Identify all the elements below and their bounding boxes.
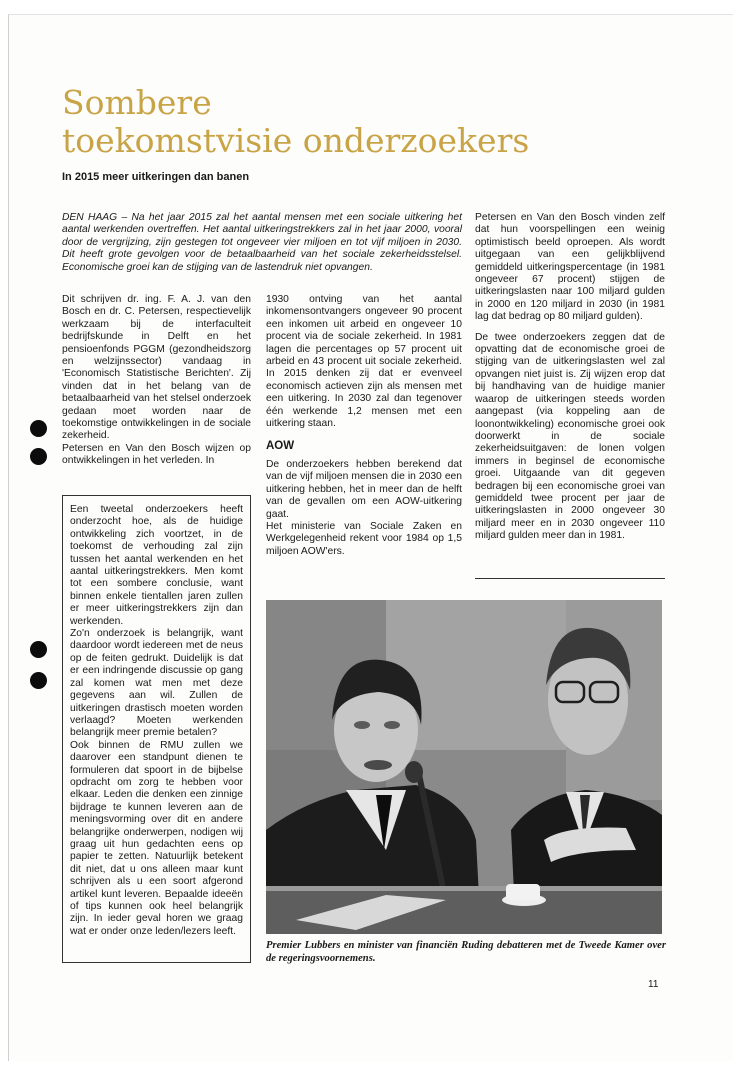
box-paragraph-1: Een tweetal onderzoekers heeft onderzocht hoe, als de huidige ontwikkeling zich voortzet, in de toekomst de verhouding zal zijn tussen het aantal werkenden en het aantal uitkeringstrekkers. Men komt tot een sombere conclusie, want binnen enkele tientallen jaren zullen er meer uitkeringstrekkers zijn dan werkenden. — [70, 504, 243, 627]
lead-text: – Na het jaar 2015 zal het aantal mensen met een sociale uitkering het aantal werkenden overtreffen. Het aantal uitkeringstrekkers zal in het jaar 2000, vooral door de vergrijzing, zijn gestegen tot ongeveer vier miljoen en tot vijf miljoen in 2030. Dit heeft grote gevolgen voor de betaalbaarheid van het sociale zekerheidsstelsel. Economische groei kan de stijging van de lastendruk niet opvangen. — [62, 212, 462, 273]
column-divider — [475, 578, 665, 579]
photo-caption: Premier Lubbers en minister van financiën Ruding debatteren met de Tweede Kamer over de regeringsvoornemens. — [266, 940, 666, 964]
page-number: 11 — [648, 979, 659, 990]
punch-hole — [30, 420, 47, 437]
dateline: DEN HAAG — [62, 212, 118, 223]
column-3-paragraph-2: De twee onderzoekers zeggen dat de opvatting dat de economische groei de stijging van de uitkeringslasten wel zal opvangen niet juist is. Zij wijzen erop dat bij handhaving van de huidige manier waarop de uitkeringen steeds worden aangepast (via koppeling aan de loonontwikkeling) economische groei ook doorwerkt in de sociale zekerheidsuitgaven: de lonen volgen immers in beginsel de economische groei. Uitgaande van dit gegeven bedragen bij een economische groei van gemiddeld twee procent per jaar de uitkeringslasten in 2000 ongeveer 30 miljard meer en in 2030 ongeveer 110 miljard gulden meer dan in 1981. — [475, 331, 665, 542]
column-3-paragraph-1: Petersen en Van den Bosch vinden zelf dat hun voorspellingen een weinig optimistisch beeld oproepen. Als wordt uitgegaan van een gelijkblijvend gemiddeld uitkeringspercentage (in 1981 ongeveer 67 procent) stijgen de uitkeringslasten naar 100 miljard gulden in 2000 en 120 miljard in 2030 (in 1981 lag dat bedrag op 80 miljard gulden). — [475, 212, 665, 323]
article-subtitle: In 2015 meer uitkeringen dan banen — [62, 171, 250, 183]
section-heading-aow: AOW — [266, 440, 295, 453]
column-1-paragraph-1: Dit schrijven dr. ing. F. A. J. van den Bosch en dr. C. Petersen, respectievelijk werkzaam bij de interfaculteit bedrijfskunde in Delft en het pensioenfonds PGGM (gezondheidszorg en welzijnssector) vandaag in 'Economisch Statistische Berichten'. Zij vinden dat in het belang van de betaalbaarheid van het stelsel onderzoek gedaan moet worden naar de toekomstige ontwikkelingen in de sociale zekerheid. — [62, 294, 251, 442]
column-3 — [475, 212, 665, 543]
column-2-paragraph-2: De onderzoekers hebben berekend dat van de vijf miljoen mensen die in 2030 een uitkering hebben, het in meer dan de helft van de gevallen om een AOW-uitkering gaat. — [266, 458, 462, 520]
title-line-1: Sombere — [62, 83, 212, 122]
box-paragraph-3: Ook binnen de RMU zullen we daarover een standpunt dienen te formuleren dat spoort in de bijbelse opdracht om zorg te hebben voor elkaar. Leden die denken een zinnige bijdrage te kunnen leveren aan de meningsvorming over dit en andere belangrijke onderwerpen, nodigen wij graag uit hun gedachten eens op papier te zetten. Natuurlijk betekent dit niet, dat u ons alleen maar kunt schrijven als u een soort afgerond artikel kunt leveren. Bepaalde ideeën of tips kunnen ook heel belangrijk zijn. In ieder geval horen we graag wat er onder onze leden/lezers leeft. — [70, 739, 243, 937]
column-2 — [266, 294, 462, 558]
lead-paragraph — [62, 212, 462, 274]
column-1-paragraph-2: Petersen en Van den Bosch wijzen op ontwikkelingen in het verleden. In — [62, 442, 251, 467]
punch-hole — [30, 672, 47, 689]
box-paragraph-2: Zo'n onderzoek is belangrijk, want daardoor wordt iedereen met de neus op de feiten gedrukt. Duidelijk is dat er een indringende discussie op gang zal komen wat men met deze gegevens aan wil. Zullen de uitkeringen drastisch moeten worden verlaagd? Moeten werkenden belangrijk meer premie betalen? — [70, 628, 243, 739]
sidebar-box — [62, 495, 251, 963]
press-photo — [266, 600, 662, 934]
punch-hole — [30, 448, 47, 465]
article-title — [62, 84, 662, 160]
title-line-2: toekomstvisie onderzoekers — [62, 121, 530, 160]
column-2-paragraph-1: 1930 ontving van het aantal inkomensontvangers ongeveer 90 procent een inkomen uit arbeid en ongeveer 10 procent via de sociale zekerheid. In 1981 lagen die percentages op 57 procent uit arbeid en 43 procent uit sociale zekerheid. In 2015 denken zij dat er evenveel economisch actieven zijn als mensen met een uitkering. In 2030 zal dan tegenover één werkende 1,2 mensen met een uitkering staan. — [266, 294, 462, 430]
column-2-paragraph-3: Het ministerie van Sociale Zaken en Werkgelegenheid rekent voor 1984 op 1,5 miljoen AOW'ers. — [266, 520, 462, 557]
punch-hole — [30, 641, 47, 658]
column-1 — [62, 294, 251, 468]
